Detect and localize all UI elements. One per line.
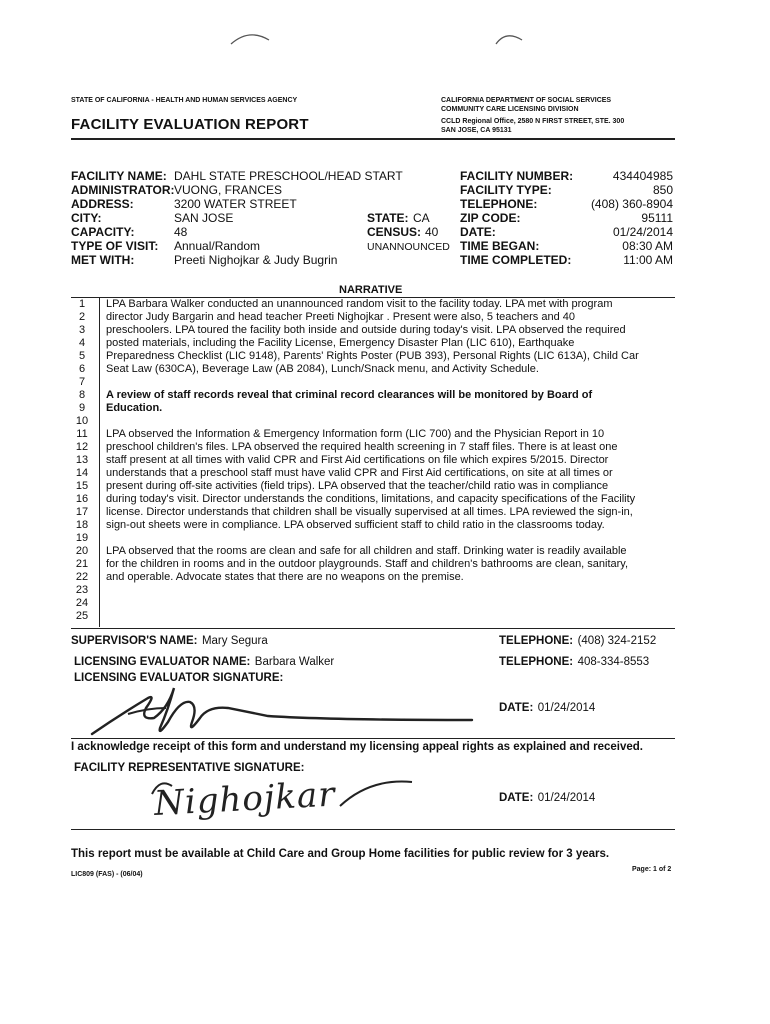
narrative-line: license. Director understands that children shall be visually supervised at all times. LPA reviewed the sign-in, bbox=[106, 506, 633, 518]
visit-note: UNANNOUNCED bbox=[367, 241, 450, 253]
line-number: 20 bbox=[75, 545, 89, 557]
line-number: 10 bbox=[75, 415, 89, 427]
line-number: 8 bbox=[78, 389, 86, 401]
date1-row bbox=[499, 698, 595, 716]
met-with: Preeti Nighojkar & Judy Bugrin bbox=[174, 253, 338, 267]
narrative-line: and operable. Advocate states that there are no weapons on the premise. bbox=[106, 571, 464, 583]
telephone-label: TELEPHONE: bbox=[460, 197, 538, 211]
supervisor-phone-label: TELEPHONE: bbox=[499, 635, 574, 647]
narrative-line bbox=[106, 415, 676, 428]
line-number: 18 bbox=[75, 519, 89, 531]
facility-name-label: FACILITY NAME: bbox=[71, 169, 167, 183]
line-number: 19 bbox=[75, 532, 89, 544]
facility-name: DAHL STATE PRESCHOOL/HEAD START bbox=[174, 169, 403, 183]
time-began: 08:30 AM bbox=[622, 239, 673, 253]
line-number: 9 bbox=[78, 402, 86, 414]
header-rule bbox=[71, 138, 675, 140]
line-number: 6 bbox=[78, 363, 86, 375]
facility-info-left bbox=[71, 169, 451, 267]
city-label: CITY: bbox=[71, 211, 102, 225]
evaluator-label: LICENSING EVALUATOR NAME: bbox=[74, 656, 251, 668]
visit-type: Annual/Random bbox=[174, 239, 261, 253]
narrative-line: LPA observed the Information & Emergency Information form (LIC 700) and the Physician Report in 10 bbox=[106, 428, 605, 440]
census: 40 bbox=[425, 225, 439, 239]
page-title: FACILITY EVALUATION REPORT bbox=[71, 116, 309, 133]
narrative-text bbox=[106, 298, 676, 623]
narrative-line: preschoolers. LPA toured the facility both inside and outside during today's visit. LPA observed the required bbox=[106, 324, 626, 336]
office-line-2: SAN JOSE, CA 95131 bbox=[441, 126, 512, 134]
line-number: 24 bbox=[75, 597, 89, 609]
supervisor-row bbox=[71, 631, 268, 649]
rep-signature-label: FACILITY REPRESENTATIVE SIGNATURE: bbox=[74, 762, 305, 774]
punch-mark-right bbox=[490, 28, 530, 48]
rep-signature bbox=[150, 768, 430, 828]
narrative-line bbox=[106, 532, 676, 545]
facility-number-label: FACILITY NUMBER: bbox=[460, 169, 574, 183]
state: CA bbox=[413, 211, 430, 225]
evaluator-signature-label: LICENSING EVALUATOR SIGNATURE: bbox=[74, 672, 284, 684]
form-id: LIC809 (FAS) - (06/04) bbox=[71, 871, 143, 878]
line-number: 3 bbox=[78, 324, 86, 336]
date2-label: DATE: bbox=[499, 792, 534, 804]
line-number: 22 bbox=[75, 571, 89, 583]
line-number-column bbox=[71, 298, 93, 623]
narrative-line: Preparedness Checklist (LIC 9148), Parents' Rights Poster (PUB 393), Personal Rights (LIC 613A), Child Car bbox=[106, 350, 639, 362]
time-began-label: TIME BEGAN: bbox=[460, 239, 540, 253]
narrative-line bbox=[106, 597, 676, 610]
evaluator-phone-label: TELEPHONE: bbox=[499, 656, 574, 668]
capacity: 48 bbox=[174, 225, 188, 239]
date1-label: DATE: bbox=[499, 702, 534, 714]
line-number: 11 bbox=[76, 428, 88, 440]
line-number: 13 bbox=[75, 454, 89, 466]
footer-rule bbox=[71, 829, 675, 830]
line-number: 7 bbox=[78, 376, 86, 388]
time-completed: 11:00 AM bbox=[623, 253, 673, 267]
line-number: 15 bbox=[75, 480, 89, 492]
evaluator-name: Barbara Walker bbox=[254, 656, 335, 668]
narrative-line bbox=[106, 376, 676, 389]
dept-line-2: COMMUNITY CARE LICENSING DIVISION bbox=[441, 105, 579, 113]
visit-type-label: TYPE OF VISIT: bbox=[71, 239, 159, 253]
telephone: (408) 360-8904 bbox=[590, 197, 673, 211]
narrative-line: A review of staff records reveal that criminal record clearances will be monitored by Board of bbox=[106, 389, 593, 401]
address-label: ADDRESS: bbox=[71, 197, 134, 211]
facility-type-label: FACILITY TYPE: bbox=[460, 183, 552, 197]
administrator-label: ADMINISTRATOR: bbox=[71, 183, 175, 197]
facility-type: 850 bbox=[652, 183, 673, 197]
date2: 01/24/2014 bbox=[537, 792, 596, 804]
city: SAN JOSE bbox=[174, 211, 234, 225]
zip-label: ZIP CODE: bbox=[460, 211, 521, 225]
narrative-line: LPA observed that the rooms are clean and safe for all children and staff. Drinking water is readily available bbox=[106, 545, 627, 557]
supervisor-label: SUPERVISOR'S NAME: bbox=[71, 635, 198, 647]
narrative-line: director Judy Bargarin and head teacher Preeti Nighojkar . Present were also, 5 teachers and 40 bbox=[106, 311, 575, 323]
punch-mark-left bbox=[225, 28, 275, 48]
line-number: 5 bbox=[78, 350, 86, 362]
dept-line-1: CALIFORNIA DEPARTMENT OF SOCIAL SERVICES bbox=[441, 97, 612, 104]
date-label: DATE: bbox=[460, 225, 496, 239]
line-number: 4 bbox=[78, 337, 86, 349]
page-number: Page: 1 of 2 bbox=[632, 866, 672, 873]
supervisor-phone-row bbox=[499, 631, 656, 649]
office-line-1: CCLD Regional Office, 2580 N FIRST STREET, STE. 300 bbox=[441, 118, 625, 125]
narrative-line: present during off-site activities (field trips). LPA observed that the teacher/child ratio was in compliance bbox=[106, 480, 609, 492]
date2-row bbox=[499, 788, 595, 806]
met-with-label: MET WITH: bbox=[71, 253, 135, 267]
line-number: 2 bbox=[78, 311, 86, 323]
acknowledge-text: I acknowledge receipt of this form and understand my licensing appeal rights as explained and received. bbox=[71, 741, 643, 753]
line-number: 1 bbox=[78, 298, 86, 310]
narrative-line: sign-out sheets were in compliance. LPA observed sufficient staff to child ratio in the classrooms today. bbox=[106, 519, 605, 531]
public-notice: This report must be available at Child Care and Group Home facilities for public review for 3 years. bbox=[71, 848, 610, 860]
narrative-title: NARRATIVE bbox=[339, 284, 403, 296]
date1: 01/24/2014 bbox=[537, 702, 596, 714]
line-number: 12 bbox=[75, 441, 89, 453]
visit-date: 01/24/2014 bbox=[612, 225, 673, 239]
facility-number: 434404985 bbox=[612, 169, 673, 183]
narrative-line: for the children in rooms and in the outdoor playgrounds. Staff and children's bathrooms are clean, sanitary, bbox=[106, 558, 629, 570]
ack-rule bbox=[71, 738, 675, 739]
narrative-line: posted materials, including the Facility License, Emergency Disaster Plan (LIC 610), Earthquake bbox=[106, 337, 575, 349]
line-number: 16 bbox=[75, 493, 89, 505]
narrative-divider bbox=[99, 298, 100, 627]
time-completed-label: TIME COMPLETED: bbox=[460, 253, 572, 267]
line-number: 17 bbox=[75, 506, 89, 518]
state-label: STATE: bbox=[367, 211, 409, 225]
zip-code: 95111 bbox=[641, 211, 673, 225]
narrative-line: staff present at all times with valid CPR and First Aid certifications on file which expires 5/2015. Director bbox=[106, 454, 609, 466]
evaluator-phone: 408-334-8553 bbox=[577, 656, 650, 668]
narrative-line: during today's visit. Director understands the conditions, limitations, and capacity specifications of the Facility bbox=[106, 493, 636, 505]
narrative-section bbox=[71, 298, 675, 627]
narrative-line bbox=[106, 584, 676, 597]
line-number: 23 bbox=[75, 584, 89, 596]
narrative-line: preschool children's files. LPA observed the required health screening in 7 staff files. There is at least one bbox=[106, 441, 618, 453]
narrative-line: LPA Barbara Walker conducted an unannounced random visit to the facility today. LPA met with program bbox=[106, 298, 613, 310]
line-number: 14 bbox=[75, 467, 89, 479]
capacity-label: CAPACITY: bbox=[71, 225, 135, 239]
evaluator-signature bbox=[88, 678, 488, 740]
administrator: VUONG, FRANCES bbox=[174, 183, 283, 197]
census-label: CENSUS: bbox=[367, 225, 422, 239]
narrative-line: Education. bbox=[106, 402, 163, 414]
evaluator-row bbox=[74, 652, 334, 670]
facility-info-right bbox=[460, 169, 673, 267]
rep-signature-text: Nighojkar bbox=[153, 774, 337, 824]
agency-line: STATE OF CALIFORNIA - HEALTH AND HUMAN SERVICES AGENCY bbox=[71, 97, 298, 104]
department-block bbox=[441, 97, 624, 135]
supervisor-phone: (408) 324-2152 bbox=[577, 635, 657, 647]
address: 3200 WATER STREET bbox=[174, 197, 297, 211]
supervisor-name: Mary Segura bbox=[201, 635, 268, 647]
narrative-line: Seat Law (630CA), Beverage Law (AB 2084), Lunch/Snack menu, and Activity Schedule. bbox=[106, 363, 539, 375]
evaluator-phone-row bbox=[499, 652, 649, 670]
narrative-line bbox=[106, 610, 676, 623]
narrative-line: understands that a preschool staff must have valid CPR and First Aid certifications, on site at all times or bbox=[106, 467, 613, 479]
line-number: 25 bbox=[75, 610, 89, 622]
narrative-bottom-rule bbox=[71, 628, 675, 629]
line-number: 21 bbox=[75, 558, 89, 570]
